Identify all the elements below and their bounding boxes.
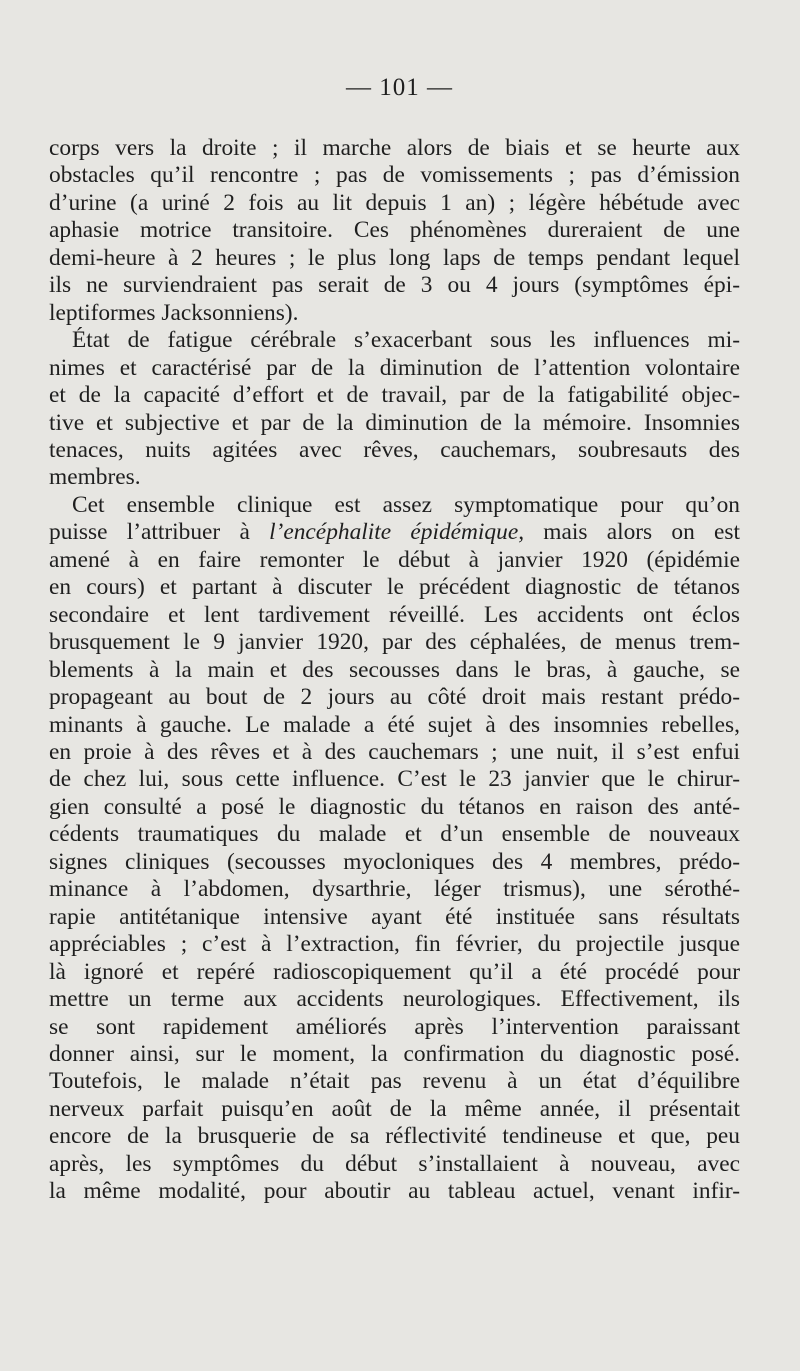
text-line: signes cliniques (secousses myocloniques des 4 membres, prédo- <box>49 848 740 875</box>
text-line: cédents traumatiques du malade et d’un ensemble de nouveaux <box>49 821 740 848</box>
text-line: et de la capacité d’effort et de travail, par de la fatigabilité objec- <box>49 382 740 409</box>
text-line: Toutefois, le malade n’était pas revenu à un état d’équilibre <box>49 1068 740 1095</box>
text-line: obstacles qu’il rencontre ; pas de vomissements ; pas d’émission <box>49 162 740 189</box>
text-line: tenaces, nuits agitées avec rêves, cauchemars, soubresauts des <box>49 436 740 463</box>
text-line: après, les symptômes du début s’installaient à nouveau, avec <box>49 1150 740 1177</box>
text-line: d’urine (a uriné 2 fois au lit depuis 1 an) ; légère hébétude avec <box>49 189 740 216</box>
text-line: là ignoré et repéré radioscopiquement qu’il a été procédé pour <box>49 958 740 985</box>
text-line: mettre un terme aux accidents neurologiques. Effectivement, ils <box>49 986 740 1013</box>
text-line: en cours) et partant à discuter le précédent diagnostic de tétanos <box>49 574 740 601</box>
text-line: aphasie motrice transitoire. Ces phénomènes dureraient de une <box>49 217 740 244</box>
text-line: nimes et caractérisé par de la diminution de l’attention volontaire <box>49 354 740 381</box>
paragraph-2 <box>49 327 740 492</box>
paragraph-3 <box>49 492 740 1206</box>
text-line-with-italic <box>49 519 740 546</box>
text-line: blements à la main et des secousses dans le bras, à gauche, se <box>49 656 740 683</box>
text-line: ils ne surviendraient pas serait de 3 ou 4 jours (symptômes épi- <box>49 272 740 299</box>
text-fragment: mais alors on est <box>524 519 740 546</box>
text-line: donner ainsi, sur le moment, la confirmation du diagnostic posé. <box>49 1040 740 1067</box>
text-line: Cet ensemble clinique est assez symptomatique pour qu’on <box>72 491 740 518</box>
text-fragment: puisse l’attribuer à <box>49 519 270 546</box>
text-line: nerveux parfait puisqu’en août de la même année, il présentait <box>49 1095 740 1122</box>
text-line: appréciables ; c’est à l’extraction, fin février, du projectile jusque <box>49 931 740 958</box>
text-line: secondaire et lent tardivement réveillé. Les accidents ont éclos <box>49 601 740 628</box>
text-line: minants à gauche. Le malade a été sujet à des insomnies rebelles, <box>49 711 740 738</box>
text-line: se sont rapidement améliorés après l’intervention paraissant <box>49 1013 740 1040</box>
text-line: membres. <box>49 464 141 491</box>
text-line: en proie à des rêves et à des cauchemars ; une nuit, il s’est enfui <box>49 738 740 765</box>
text-line: État de fatigue cérébrale s’exacerbant sous les influences mi- <box>72 327 740 354</box>
text-line: amené à en faire remonter le début à janvier 1920 (épidémie <box>49 546 740 573</box>
text-line: la même modalité, pour aboutir au tableau actuel, venant infir- <box>49 1178 740 1205</box>
text-line: gien consulté a posé le diagnostic du tétanos en raison des anté- <box>49 793 740 820</box>
text-line: propageant au bout de 2 jours au côté droit mais restant prédo- <box>49 684 740 711</box>
paragraph-1 <box>49 135 740 327</box>
text-line: minance à l’abdomen, dysarthrie, léger trismus), une sérothé- <box>49 876 740 903</box>
text-line: brusquement le 9 janvier 1920, par des céphalées, de menus trem- <box>49 629 740 656</box>
italic-term: l’encéphalite épidémique, <box>269 519 525 546</box>
text-line: encore de la brusquerie de sa réflectivité tendineuse et que, peu <box>49 1123 740 1150</box>
text-line: demi-heure à 2 heures ; le plus long laps de temps pendant lequel <box>49 244 740 271</box>
text-line: de chez lui, sous cette influence. C’est le 23 janvier que le chirur- <box>49 766 740 793</box>
text-line: rapie antitétanique intensive ayant été instituée sans résultats <box>49 903 740 930</box>
text-line: tive et subjective et par de la diminution de la mémoire. Insomnies <box>49 409 740 436</box>
text-line: corps vers la droite ; il marche alors de biais et se heurte aux <box>49 135 740 161</box>
text-line: leptiformes Jacksonniens). <box>49 299 299 326</box>
page-number: — 101 — <box>346 74 453 101</box>
